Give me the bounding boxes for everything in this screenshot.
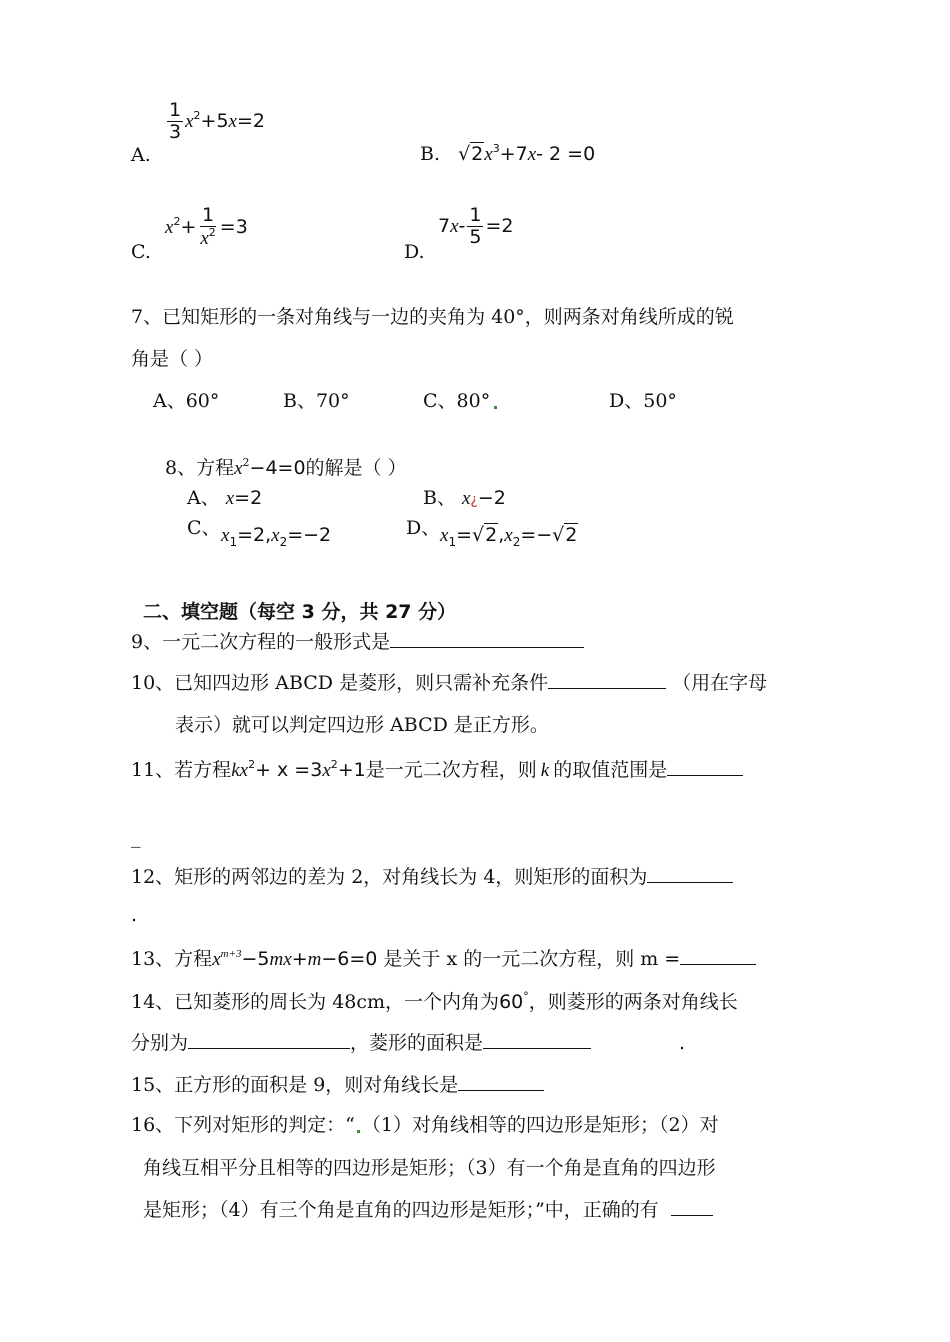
q8-option-d: D、 $x_1=√2,x_2=-√2$ [406, 517, 578, 549]
q7-option-b: B、70° [283, 390, 350, 412]
q6-d-equation: 7x- $\frac{1}{5}$ =2 [438, 204, 514, 248]
q6-d-label: D. [404, 241, 425, 263]
q12-continuation: . [131, 904, 138, 926]
q7-option-a: A、60° [153, 390, 220, 412]
q7-option-d: D、50° [609, 390, 677, 412]
q6-a-label: A. [131, 144, 151, 166]
q16-line1: 16、下列对矩形的判定：“ （1）对角线相等的四边形是矩形；（2）对 [131, 1114, 719, 1136]
q11-continuation: _ [131, 826, 141, 848]
q10-line2: 表示）就可以判定四边形 ABCD 是正方形。 [175, 714, 549, 736]
q13: 13、方程$x^{m+3}-5mx+m-6=0$ 是关于 x 的一元二次方程，则 m = [131, 944, 756, 971]
q6-c-label: C. [131, 241, 151, 263]
q14-line1: 14、已知菱形的周长为 48cm，一个内角为60°，则菱形的两条对角线长 [131, 990, 738, 1013]
q12: 12、矩形的两邻边的差为 2，对角线长为 4，则矩形的面积为 [131, 862, 733, 889]
q11: 11、若方程$kx^2+ x =3x^2+1$是一元二次方程，则 k 的取值范围是 [131, 755, 743, 782]
answer-blank[interactable] [390, 629, 584, 648]
q8-option-a: A、 x=2 [187, 487, 263, 509]
q15: 15、正方形的面积是 9，则对角线长是 [131, 1070, 544, 1097]
section-2-title: 二、填空题（每空 3 分，共 27 分） [143, 601, 457, 623]
answer-blank[interactable] [667, 757, 743, 776]
q6-c-equation: $x^2+$ $\frac{1}{x^2}$ =3 [165, 204, 248, 249]
q6-option-b [420, 133, 595, 166]
q6-b-label: B. [420, 143, 441, 165]
q8-stem: 8、方程$x^2-4=0$的解是（ ） [165, 456, 407, 479]
q9: 9、一元二次方程的一般形式是 [131, 627, 584, 654]
q8-option-b: B、 x¿−2 [423, 487, 506, 509]
answer-blank[interactable] [483, 1030, 591, 1049]
q7-line2: 角是（ ） [131, 348, 214, 370]
q10-line1: 10、已知四边形 ABCD 是菱形，则只需补充条件 （用在字母 [131, 672, 768, 694]
q6-b-equation: $√2x^3+7x-$ 2 =0 [458, 142, 596, 165]
answer-blank[interactable] [680, 946, 756, 965]
green-mark [357, 1130, 360, 1133]
answer-blank[interactable] [458, 1072, 544, 1091]
answer-blank[interactable] [671, 1197, 713, 1216]
q14-line2: 分别为 ，菱形的面积是 . [131, 1032, 686, 1054]
answer-blank[interactable] [647, 864, 733, 883]
q7-line1: 7、已知矩形的一条对角线与一边的夹角为 40°，则两条对角线所成的锐 [131, 306, 734, 328]
q6-a-equation: $\frac{1}{3}$ $x^2+5x=2$ [169, 99, 265, 143]
answer-blank[interactable] [188, 1030, 350, 1049]
q16-line2: 角线互相平分且相等的四边形是矩形；（3）有一个角是直角的四边形 [143, 1157, 716, 1179]
green-mark [494, 406, 497, 409]
q16-line3: 是矩形；（4）有三个角是直角的四边形是矩形；”中，正确的有 [143, 1195, 713, 1222]
q7-option-c: C、80° [423, 386, 497, 413]
answer-blank[interactable] [548, 670, 666, 689]
q8-option-c: C、 $x_1=2,x_2=-2$ [187, 517, 332, 549]
